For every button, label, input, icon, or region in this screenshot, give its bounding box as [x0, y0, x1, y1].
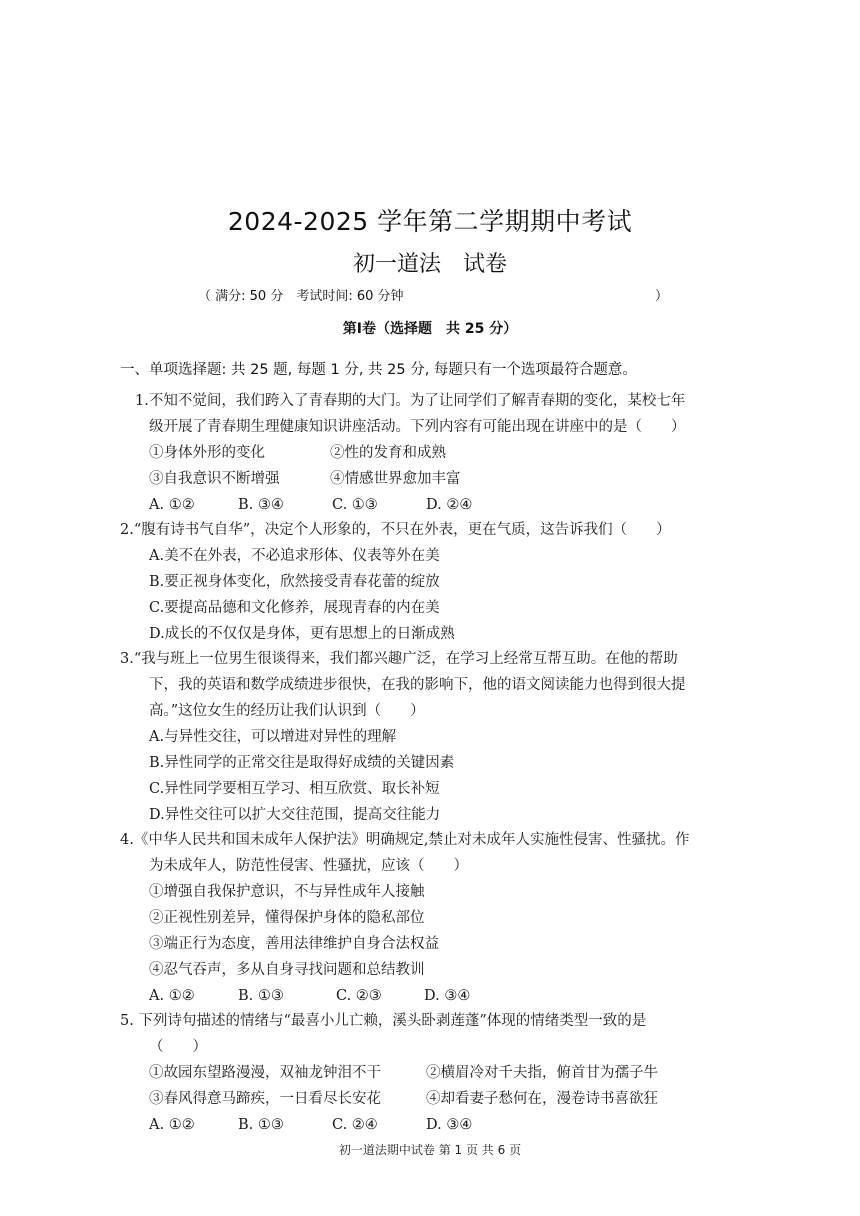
q3-stem-line-1: 3.“我与班上一位男生很谈得来，我们都兴趣广泛，在学习上经常互帮互助。在他的帮助: [120, 651, 678, 667]
q1-stem-line-2: 级开展了青春期生理健康知识讲座活动。下列内容有可能出现在讲座中的是（ ）: [149, 419, 686, 435]
q5-stem-line-1: 5. 下列诗句描述的情绪与“最喜小儿亡赖，溪头卧剥莲蓬”体现的情绪类型一致的是: [120, 1013, 647, 1029]
q1-stem-line-1: 1.不知不觉间，我们跨入了青春期的大门。为了让同学们了解青春期的变化，某校七年: [135, 393, 686, 409]
meta-close-paren: ）: [654, 289, 668, 304]
q3-option-c: C.异性同学要相互学习、相互欣赏、取长补短: [149, 781, 440, 797]
q1-statement-4: ④情感世界愈加丰富: [330, 471, 461, 487]
q3-stem-line-3: 高。”这位女生的经历让我们认识到（ ）: [149, 703, 425, 719]
q5-stem-line-2: （ ）: [149, 1039, 207, 1055]
q5-statement-4: ④却看妻子愁何在，漫卷诗书喜欲狂: [426, 1091, 658, 1107]
q5-option-d: D. ③④: [426, 1117, 473, 1133]
q1-option-a: A. ①②: [149, 497, 195, 513]
section-heading: 第Ⅰ卷（选择题 共 25 分）: [342, 321, 518, 337]
q5-statement-2: ②横眉冷对千夫指，俯首甘为孺子牛: [426, 1065, 658, 1081]
q2-stem: 2.“腹有诗书气自华”，决定个人形象的，不只在外表，更在气质，这告诉我们（ ）: [120, 522, 671, 538]
q3-option-d: D.异性交往可以扩大交往范围，提高交往能力: [149, 807, 441, 823]
q4-option-d: D. ③④: [424, 988, 471, 1004]
q1-statement-3: ③自我意识不断增强: [149, 471, 280, 487]
q3-option-b: B.异性同学的正常交往是取得好成绩的关键因素: [149, 755, 455, 771]
exam-subtitle: 初一道法 试卷: [352, 252, 507, 277]
q4-option-c: C. ②③: [336, 988, 382, 1004]
q2-option-d: D.成长的不仅仅是身体，更有思想上的日渐成熟: [149, 626, 455, 642]
q1-statement-2: ②性的发育和成熟: [330, 445, 446, 461]
q1-option-b: B. ③④: [238, 497, 284, 513]
q5-option-a: A. ①②: [149, 1117, 195, 1133]
q3-stem-line-2: 下，我的英语和数学成绩进步很快，在我的影响下，他的语文阅读能力也得到很大提: [149, 677, 686, 693]
q4-statement-3: ③端正行为态度，善用法律维护自身合法权益: [149, 936, 439, 952]
q5-option-b: B. ①③: [238, 1117, 284, 1133]
q5-statement-1: ①故园东望路漫漫，双袖龙钟泪不干: [149, 1065, 381, 1081]
q1-option-c: C. ①③: [332, 497, 378, 513]
exam-title: 2024-2025 学年第二学期期中考试: [227, 207, 633, 236]
q4-statement-2: ②正视性别差异，懂得保护身体的隐私部位: [149, 910, 425, 926]
q3-option-a: A.与异性交往，可以增进对异性的理解: [149, 729, 397, 745]
q1-statement-1: ①身体外形的变化: [149, 445, 265, 461]
part-instructions: 一、单项选择题: 共 25 题, 每题 1 分, 共 25 分, 每题只有一个选项最符合题意。: [120, 362, 637, 378]
q5-statement-3: ③春风得意马蹄疾，一日看尽长安花: [149, 1091, 381, 1107]
q4-stem-line-2: 为未成年人，防范性侵害、性骚扰，应该（ ）: [149, 858, 468, 874]
q4-stem-line-1: 4.《中华人民共和国未成年人保护法》明确规定,禁止对未成年人实施性侵害、性骚扰。作: [120, 832, 690, 848]
q4-option-a: A. ①②: [149, 988, 195, 1004]
q1-option-d: D. ②④: [426, 497, 473, 513]
page-footer: 初一道法期中试卷 第 1 页 共 6 页: [338, 1143, 522, 1157]
q4-option-b: B. ①③: [238, 988, 284, 1004]
q4-statement-1: ①增强自我保护意识，不与异性成年人接触: [149, 884, 425, 900]
q2-option-c: C.要提高品德和文化修养，展现青春的内在美: [149, 600, 440, 616]
score-time-info: （ 满分: 50 分 考试时间: 60 分钟: [198, 289, 404, 304]
exam-meta: [198, 285, 668, 304]
q2-option-b: B.要正视身体变化，欣然接受青春花蕾的绽放: [149, 574, 440, 590]
q4-statement-4: ④忍气吞声，多从自身寻找问题和总结教训: [149, 962, 425, 978]
q5-option-c: C. ②④: [332, 1117, 378, 1133]
q2-option-a: A.美不在外表，不必追求形体、仪表等外在美: [149, 548, 440, 564]
